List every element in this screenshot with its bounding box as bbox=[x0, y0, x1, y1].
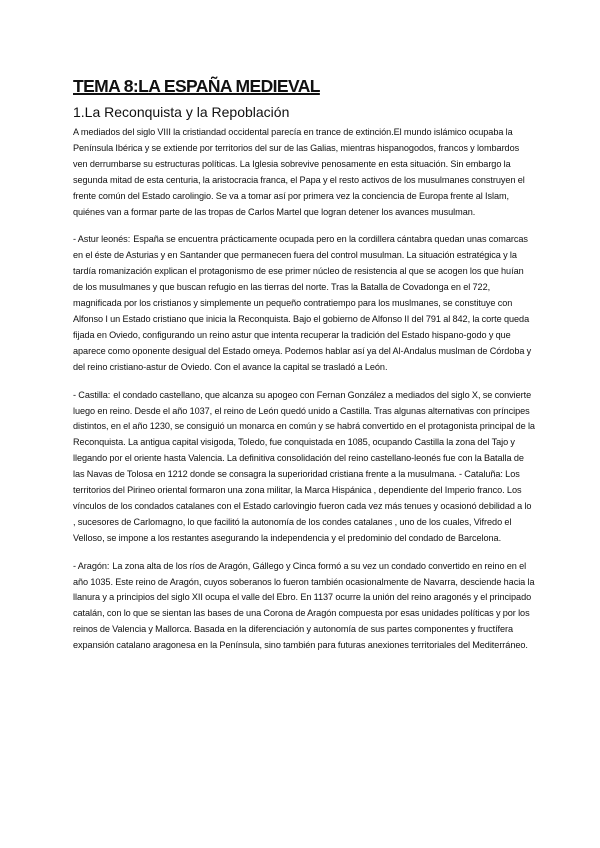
paragraph-text: La zona alta de los ríos de Aragón, Gállego y Cinca formó a su vez un condado convertido en reino en el año 1035. Este reino de Aragón, cuyos soberanos lo fueron también ocasionalmente de Navarra, desciende hacia la llanura y a principios del siglo XII ocupa el valle del Ebro. En 1137 ocurre la unión del reino aragonés y el principado catalán, con lo que se sientan las bases de una Corona de Aragón compuesta por esas unidades políticas y por los reinos de Valencia y Mallorca. Basada en la diferenciación y autonomía de sus partes componentes y fructífera expansión catalano aragonesa en la Península, sino también para futuras anexiones territoriales del Mediterráneo. bbox=[73, 560, 535, 651]
paragraph-text: A mediados del siglo VIII la cristiandad occidental parecía en trance de extinción.El mundo islámico ocupaba la Península Ibérica y se extiende por territorios del sur de las Galias, mientras hispanogodos, francos y lombardos ven derrumbarse su estructuras políticas. La Iglesia sobrevive penosamente en esta situación. Sin embargo la segunda mitad de esta centuria, la aristocracia franca, el Papa y el resto activos de los musulmanes construyen el frente común del Estado carolingio. Se va a tomar así por primera vez la conciencia de Europa frente al Islam, quiénes van a formar parte de las tropas de Carlos Martel que logran detener los avances musulman. bbox=[73, 127, 525, 217]
paragraph-castilla bbox=[73, 388, 535, 547]
paragraph-aragon bbox=[73, 559, 535, 654]
paragraph-intro bbox=[73, 125, 535, 220]
document-title: TEMA 8:LA ESPAÑA MEDIEVAL bbox=[73, 76, 320, 96]
paragraph-text: España se encuentra prácticamente ocupada pero en la cordillera cántabra quedan unas comarcas en el éste de Asturias y en Santander que permanecen fuera del control musulman. La situación estratégica y la tardía romanización explican el protagonismo de ese primer núcleo de resistencia al que se acogen los que huían de los musulmanes y que buscan refugio en las tierras del norte. Tras la Batalla de Covadonga en el 722, magnificada por los cristianos y simplemente un pequeño contratiempo para los muslmanes, se constituye con Alfonso I un Estado cristiano que inicia la Reconquista. Bajo el gobierno de Alfonso II del 791 al 842, la corte queda fijada en Oviedo, configurando un reino astur que intenta recuperar la tradición del Estado hispano-godo y que aparece como oponente desigual del Estado omeya. Podemos hablar así ya del Al-Andalus muslman de Córdoba y del reino cristiano-astur de Oviedo. Con el avance la capital se trasladó a León. bbox=[73, 234, 532, 372]
paragraph-lead: - Astur leonés: bbox=[73, 234, 131, 245]
section-title: 1.La Reconquista y la Repoblación bbox=[73, 104, 290, 120]
paragraph-lead: - Aragón: bbox=[73, 560, 110, 571]
paragraph-text: el condado castellano, que alcanza su apogeo con Fernan González a mediados del siglo X, se convierte luego en reino. Desde el año 1037, el reino de León quedó unido a Castilla. Tras algunas alternativas con príncipes distintos, en el año 1230, se consiguió un monarca en común y se habrá convertido en el protagonista principal de la Reconquista. La antigua capital visigoda, Toledo, fue conquistada en 1085, ocupando Castilla la zona del Tajo y llegando por el oriente hasta Valencia. La definitiva consolidación del reino castellano-leonés fue con la Batalla de las Navas de Tolosa en 1212 donde se consagra la superioridad cristiana frente a la musulmana. - Cataluña: Los territorios del Pirineo oriental formaron una zona militar, la Marca Hispánica , dependiente del Imperio franco. Los vínculos de los condados catalanes con el Estado carlovingio fueron cada vez más tenues y ocasionó debilidad a lo , sucesores de Carlomagno, lo que facilitó la autonomía de los condes catalanes , uno de los cuales, Vifredo el Velloso, se impone a los restantes asegurando la independencia y el predominio del condado de Barcelona. bbox=[73, 389, 535, 543]
paragraph-astur-leones bbox=[73, 232, 535, 375]
document-page bbox=[73, 74, 535, 654]
paragraph-lead: - Castilla: bbox=[73, 389, 111, 400]
